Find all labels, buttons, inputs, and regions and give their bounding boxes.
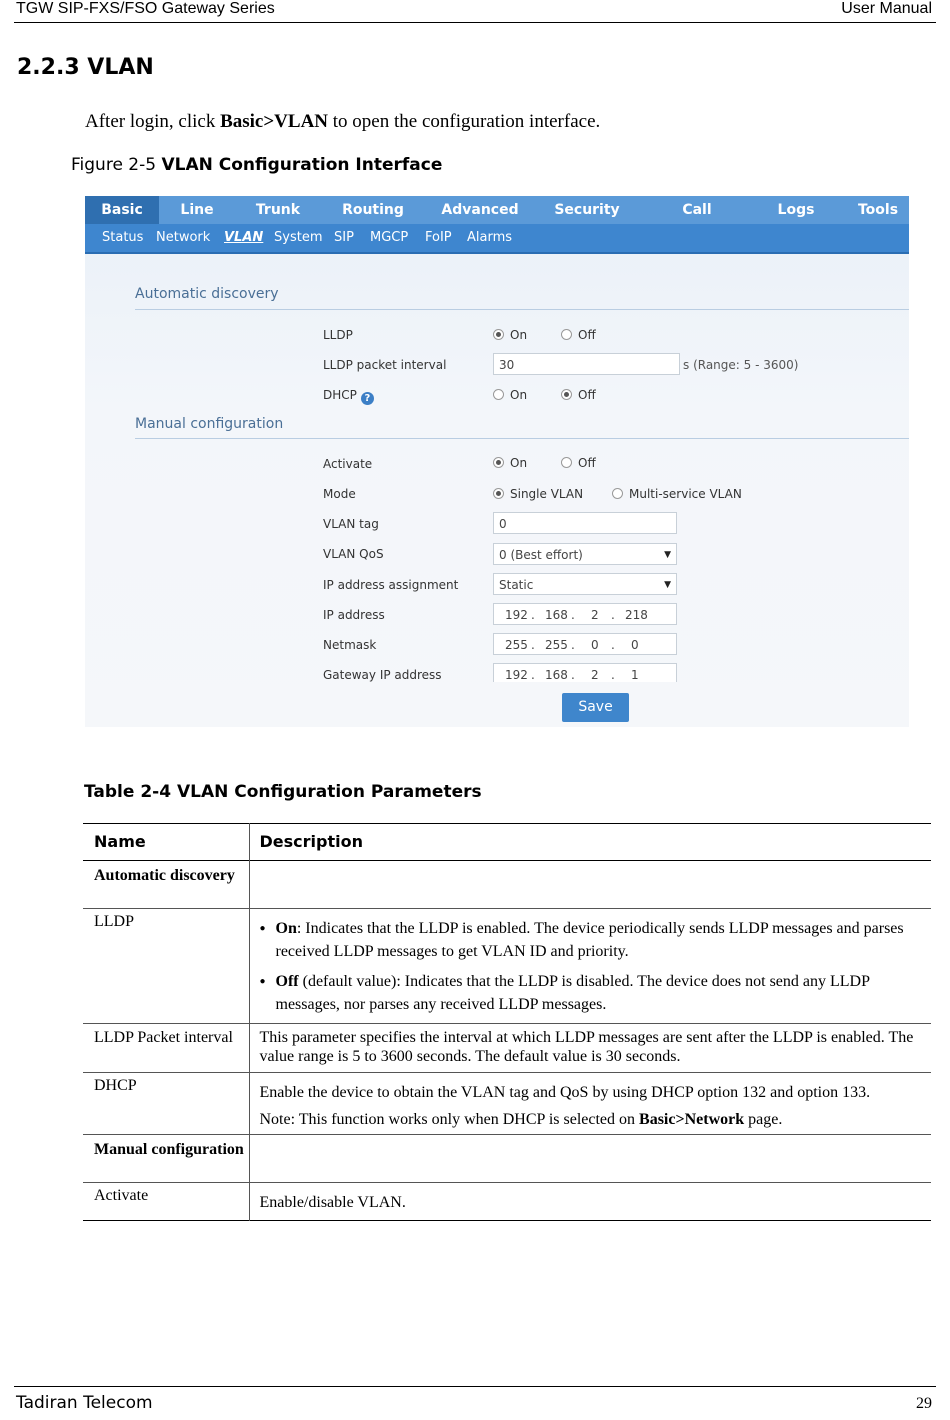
subtab-foip[interactable]: FoIP (425, 230, 452, 245)
radio-checked-icon (561, 389, 572, 400)
ip-address-input[interactable]: 192 . 168 . 2 . 218 (493, 603, 677, 625)
header-doc-type: User Manual (841, 0, 932, 17)
gateway-label: Gateway IP address (323, 668, 442, 682)
vlan-config-screenshot (85, 196, 909, 727)
mode-multi-radio[interactable]: Multi-service VLAN (612, 487, 742, 501)
description-cell: This parameter specifies the interval at which LLDP messages are sent after the LLDP is enabled. The value range is 5 to 3600 seconds. The default value is 30 seconds. (259, 1029, 914, 1065)
column-header-description: Description (259, 832, 363, 851)
description-cell (249, 909, 931, 1024)
tab-advanced[interactable]: Advanced (441, 202, 519, 218)
subtab-status[interactable]: Status (102, 230, 144, 245)
table-row (83, 1024, 931, 1073)
radio-unchecked-icon (612, 488, 623, 499)
vlan-qos-select[interactable]: 0 (Best effort) ▼ (493, 543, 677, 565)
main-nav (85, 196, 909, 224)
name-cell: LLDP Packet interval (83, 1024, 249, 1073)
dropdown-arrow-icon: ▼ (664, 580, 671, 590)
dhcp-on-radio[interactable]: On (493, 388, 527, 402)
page-number: 29 (916, 1395, 932, 1412)
activate-off-radio[interactable]: Off (561, 456, 596, 470)
lldp-interval-input[interactable]: 30 (493, 353, 680, 375)
dropdown-arrow-icon: ▼ (664, 550, 671, 560)
vlan-qos-label: VLAN QoS (323, 547, 384, 561)
dhcp-label: DHCP ? (323, 388, 374, 405)
radio-unchecked-icon (561, 329, 572, 340)
lldp-interval-range: s (Range: 5 - 3600) (683, 358, 799, 372)
column-header-name: Name (83, 824, 249, 861)
section-title: 2.2.3 VLAN (17, 55, 154, 80)
mode-label: Mode (323, 487, 356, 501)
list-item: ● Off (default value): Indicates that the LLDP is disabled. The device does not send any LLDP messages, nor parses any received LLDP messages. (260, 970, 922, 1016)
vlan-tag-label: VLAN tag (323, 517, 379, 531)
subtab-network[interactable]: Network (156, 230, 211, 245)
tab-tools[interactable]: Tools (857, 202, 899, 218)
table-header-row (83, 824, 931, 861)
figure-caption: Figure 2-5 VLAN Configuration Interface (71, 155, 443, 175)
activate-label: Activate (323, 457, 373, 471)
lldp-on-radio[interactable]: On (493, 328, 527, 342)
name-cell: DHCP (83, 1073, 249, 1135)
group-divider (135, 438, 909, 439)
lldp-off-radio[interactable]: Off (561, 328, 596, 342)
tab-trunk[interactable]: Trunk (255, 202, 301, 218)
radio-checked-icon (493, 329, 504, 340)
tab-logs[interactable]: Logs (777, 202, 815, 218)
tab-line[interactable]: Line (180, 202, 214, 218)
dhcp-off-radio[interactable]: Off (561, 388, 596, 402)
group-divider (135, 309, 909, 310)
name-cell: Activate (83, 1183, 249, 1221)
description-cell: Enable/disable VLAN. (259, 1194, 406, 1211)
empty-cell (249, 861, 931, 909)
group-automatic-discovery: Automatic discovery (135, 286, 279, 302)
tab-security[interactable]: Security (554, 202, 620, 218)
header-title: TGW SIP-FXS/FSO Gateway Series (16, 0, 275, 17)
table-caption: Table 2-4 VLAN Configuration Parameters (84, 782, 482, 802)
intro-paragraph: After login, click Basic>VLAN to open the configuration interface. (85, 111, 601, 132)
table-row (83, 1135, 931, 1183)
subtab-alarms[interactable]: Alarms (467, 230, 513, 245)
table-row (83, 861, 931, 909)
lldp-label: LLDP (323, 328, 353, 342)
save-button[interactable]: Save (562, 693, 629, 722)
empty-cell (249, 1135, 931, 1183)
radio-checked-icon (493, 457, 504, 468)
mode-single-radio[interactable]: Single VLAN (493, 487, 583, 501)
sub-nav (85, 224, 909, 254)
group-manual-configuration: Manual configuration (135, 416, 284, 432)
parameters-table (83, 823, 931, 1221)
vlan-tag-input[interactable]: 0 (493, 512, 677, 534)
activate-on-radio[interactable]: On (493, 456, 527, 470)
table-row (83, 1073, 931, 1135)
lldp-interval-label: LLDP packet interval (323, 358, 447, 372)
help-icon[interactable]: ? (361, 392, 374, 405)
group-cell: Automatic discovery (83, 861, 249, 909)
gateway-input[interactable]: 192 . 168 . 2 . 1 (493, 663, 677, 682)
netmask-label: Netmask (323, 638, 377, 652)
subtab-system[interactable]: System (274, 230, 323, 245)
tab-call-status[interactable]: Call (682, 202, 712, 218)
ip-assign-select[interactable]: Static ▼ (493, 573, 677, 595)
footer-company: Tadiran Telecom (16, 1393, 153, 1413)
table-row (83, 909, 931, 1024)
ip-assign-label: IP address assignment (323, 578, 459, 592)
subtab-sip[interactable]: SIP (334, 230, 354, 245)
ip-address-label: IP address (323, 608, 385, 622)
list-item: ● On: Indicates that the LLDP is enabled. The device periodically sends LLDP messages and parses received LLDP messages to get VLAN ID and priority. (260, 917, 922, 963)
footer-divider (14, 1386, 936, 1387)
header-divider (14, 22, 936, 23)
description-cell: Enable the device to obtain the VLAN tag and QoS by using DHCP option 132 and option 133. Note: This function works only when DHCP is selected on Basic>Network page. (259, 1084, 871, 1128)
group-cell: Manual configuration (83, 1135, 249, 1183)
netmask-input[interactable]: 255 . 255 . 0 . 0 (493, 633, 677, 655)
name-cell: LLDP (83, 909, 249, 1024)
tab-basic[interactable]: Basic (85, 196, 159, 224)
subtab-vlan[interactable]: VLAN (224, 230, 264, 245)
tab-routing[interactable]: Routing (342, 202, 404, 218)
radio-unchecked-icon (561, 457, 572, 468)
radio-checked-icon (493, 488, 504, 499)
radio-unchecked-icon (493, 389, 504, 400)
subtab-mgcp[interactable]: MGCP (370, 230, 409, 245)
table-row (83, 1183, 931, 1221)
